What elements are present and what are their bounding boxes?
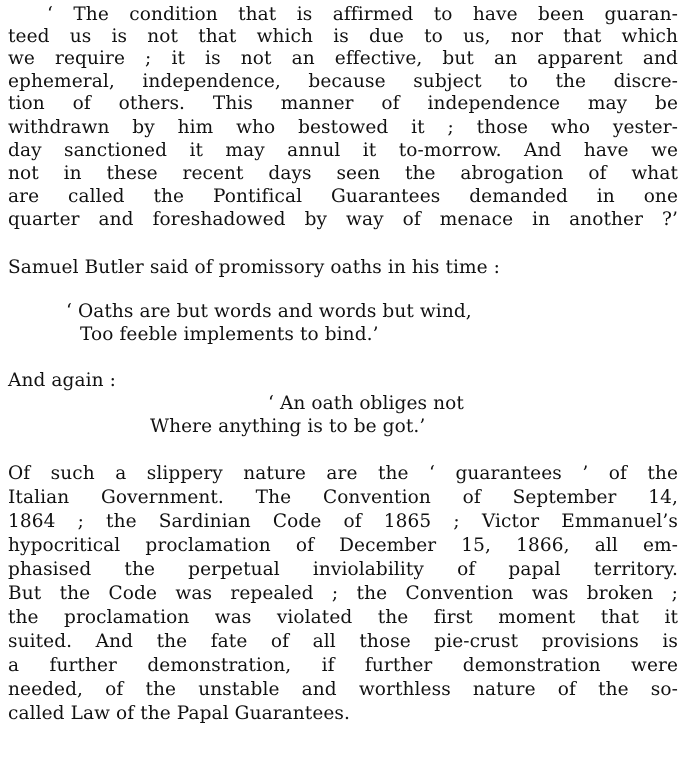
text-line: Of such a slippery nature are the ‘ guarantees ’ of the xyxy=(8,463,678,484)
verse-line: ‘ Oaths are but words and words but wind, xyxy=(66,301,472,322)
text-line: ephemeral, independence, because subject to the discre- xyxy=(8,71,678,92)
text-line: But the Code was repealed ; the Convention was broken ; xyxy=(8,583,678,604)
text-line: we require ; it is not an effective, but an apparent and xyxy=(8,48,678,69)
text-line: day sanctioned it may annul it to-morrow. And have we xyxy=(8,140,678,161)
text-line: quarter and foreshadowed by way of menace in another ?’ xyxy=(8,209,678,230)
paragraph-and-again: And again : xyxy=(8,370,116,391)
verse-line: Where anything is to be got.’ xyxy=(150,416,426,437)
text-line: called Law of the Papal Guarantees. xyxy=(8,703,351,724)
text-line: hypocritical proclamation of December 15, 1866, all em- xyxy=(8,535,678,556)
verse-line: Too feeble implements to bind.’ xyxy=(80,324,379,345)
text-line: not in these recent days seen the abrogation of what xyxy=(8,163,678,184)
text-line: suited. And the fate of all those pie-crust provisions is xyxy=(8,631,678,652)
text-line: the proclamation was violated the first moment that it xyxy=(8,607,678,628)
verse-line: ‘ An oath obliges not xyxy=(268,393,464,414)
text-line: ‘ The condition that is affirmed to have been guaran- xyxy=(47,4,678,25)
text-line: phasised the perpetual inviolability of papal territory. xyxy=(8,559,678,580)
text-line: a further demonstration, if further demonstration were xyxy=(8,655,678,676)
text-line: 1864 ; the Sardinian Code of 1865 ; Victor Emmanuel’s xyxy=(8,511,678,532)
text-line: needed, of the unstable and worthless nature of the so- xyxy=(8,679,678,700)
text-line: Italian Government. The Convention of September 14, xyxy=(8,487,678,508)
text-line: withdrawn by him who bestowed it ; those who yester- xyxy=(8,117,678,138)
text-line: teed us is not that which is due to us, nor that which xyxy=(8,26,678,47)
text-line: tion of others. This manner of independence may be xyxy=(8,93,678,114)
paragraph-butler-intro: Samuel Butler said of promissory oaths in his time : xyxy=(8,257,501,278)
text-line: are called the Pontifical Guarantees demanded in one xyxy=(8,186,678,207)
